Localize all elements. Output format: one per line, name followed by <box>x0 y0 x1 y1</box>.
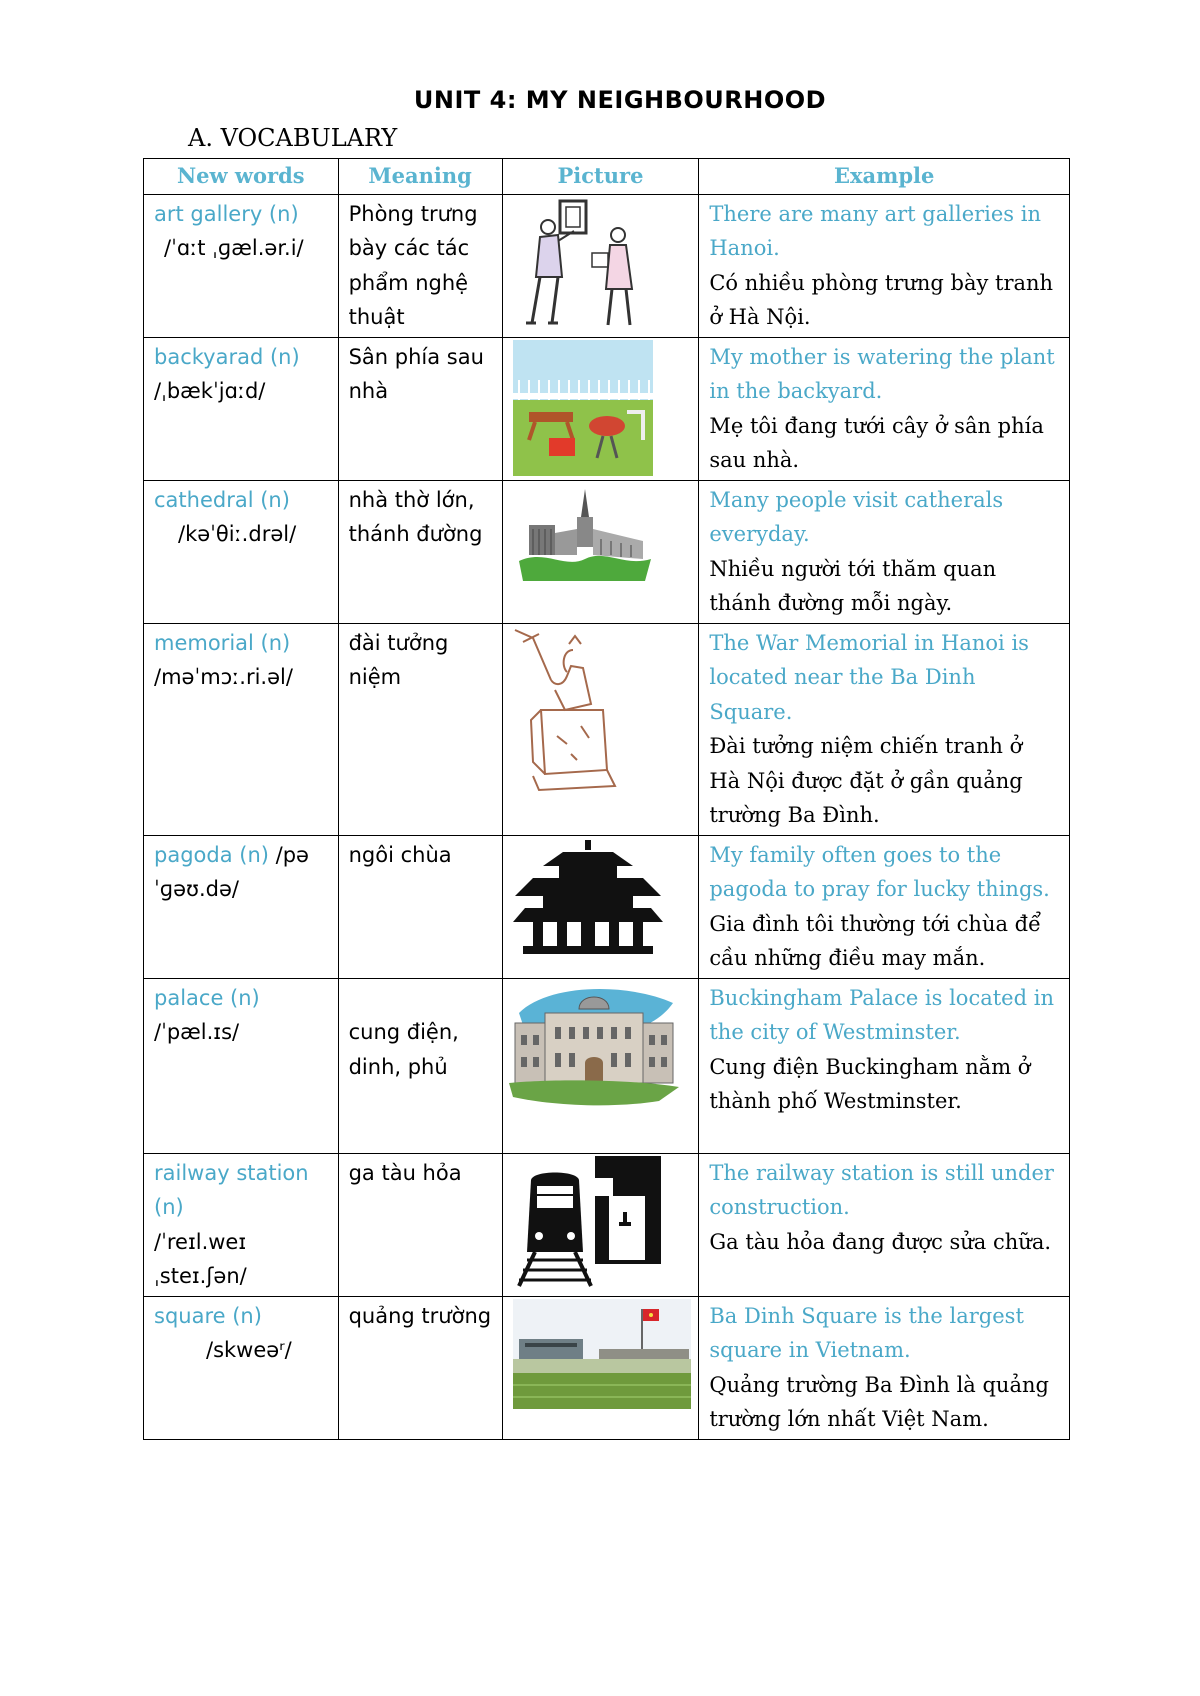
picture-cell <box>502 480 699 623</box>
word-ipa: /kəˈθiː.drəl/ <box>178 522 297 546</box>
table-row <box>144 835 1070 978</box>
example-cell <box>699 337 1070 480</box>
word-cell <box>144 1296 339 1439</box>
word-ipa: /ˈpæl.ɪs/ <box>154 1020 240 1044</box>
meaning-cell: Sân phía sau nhà <box>338 337 502 480</box>
art-gallery-icon <box>518 197 668 329</box>
picture-cell <box>502 1296 699 1439</box>
word-term: square (n) <box>154 1303 262 1328</box>
meaning-cell: đài tưởng niệm <box>338 623 502 835</box>
table-header-row <box>144 159 1070 195</box>
example-vietnamese: Quảng trường Ba Đình là quảng trường lớn nhất Việt Nam. <box>709 1372 1049 1431</box>
meaning-text: cung điện, dinh, phủ <box>348 1020 459 1079</box>
square-photo <box>513 1299 691 1409</box>
word-term: palace (n) <box>154 985 260 1010</box>
word-cell <box>144 194 339 337</box>
example-english: The War Memorial in Hanoi is located near the Ba Dinh Square. <box>709 630 1029 724</box>
railway-station-icon <box>513 1156 663 1292</box>
table-row <box>144 1296 1070 1439</box>
header-picture: Picture <box>502 159 699 195</box>
word-term: memorial (n) <box>154 630 291 655</box>
example-english: The railway station is still under construction. <box>709 1160 1054 1219</box>
word-cell <box>144 480 339 623</box>
meaning-cell <box>338 978 502 1153</box>
meaning-cell: ga tàu hỏa <box>338 1153 502 1296</box>
example-cell <box>699 480 1070 623</box>
word-ipa: /məˈmɔː.ri.əl/ <box>154 665 293 689</box>
example-vietnamese: Cung điện Buckingham nằm ở thành phố Westminster. <box>709 1054 1031 1113</box>
example-english: There are many art galleries in Hanoi. <box>709 201 1041 260</box>
header-meaning: Meaning <box>338 159 502 195</box>
picture-cell <box>502 337 699 480</box>
word-term: railway station (n) <box>154 1160 309 1219</box>
vocabulary-table <box>143 158 1070 1440</box>
example-cell <box>699 194 1070 337</box>
table-row <box>144 978 1070 1153</box>
word-ipa: /ˈɑːt ˌɡæl.ər.i/ <box>164 236 304 260</box>
picture-cell <box>502 835 699 978</box>
word-ipa: /pəˈɡəʊ.də/ <box>154 842 309 901</box>
example-english: Many people visit catherals everyday. <box>709 487 1004 546</box>
example-cell <box>699 1296 1070 1439</box>
cathedral-icon <box>515 489 655 589</box>
header-new-words: New words <box>144 159 339 195</box>
word-cell <box>144 835 339 978</box>
word-ipa: /ˌbækˈjɑːd/ <box>154 379 266 403</box>
meaning-cell: ngôi chùa <box>338 835 502 978</box>
palace-icon <box>509 983 679 1109</box>
word-cell <box>144 623 339 835</box>
example-vietnamese: Đài tưởng niệm chiến tranh ở Hà Nội được đặt ở gần quảng trường Ba Đình. <box>709 734 1023 827</box>
table-row <box>144 480 1070 623</box>
section-heading: A. VOCABULARY <box>188 124 398 152</box>
example-vietnamese: Gia đình tôi thường tới chùa để cầu những điều may mắn. <box>709 911 1042 970</box>
pagoda-icon <box>513 840 663 960</box>
example-cell <box>699 1153 1070 1296</box>
picture-cell <box>502 194 699 337</box>
word-term: cathedral (n) <box>154 487 290 512</box>
page-title: UNIT 4: MY NEIGHBOURHOOD <box>413 86 827 114</box>
table-row <box>144 623 1070 835</box>
example-english: Buckingham Palace is located in the city of Westminster. <box>709 985 1054 1044</box>
table-row <box>144 194 1070 337</box>
word-ipa: /ˈreɪl.weɪ ˌsteɪ.ʃən/ <box>154 1229 247 1288</box>
meaning-cell: nhà thờ lớn, thánh đường <box>338 480 502 623</box>
example-vietnamese: Có nhiều phòng trưng bày tranh ở Hà Nội. <box>709 270 1054 329</box>
example-cell <box>699 835 1070 978</box>
example-vietnamese: Nhiều người tới thăm quan thánh đường mỗi ngày. <box>709 556 997 615</box>
example-english: My mother is watering the plant in the backyard. <box>709 344 1055 403</box>
header-example: Example <box>699 159 1070 195</box>
word-cell <box>144 337 339 480</box>
example-english: My family often goes to the pagoda to pray for lucky things. <box>709 842 1050 901</box>
word-term: pagoda (n) <box>154 842 269 867</box>
word-ipa: /skweəʳ/ <box>206 1338 292 1362</box>
example-cell <box>699 978 1070 1153</box>
word-cell <box>144 978 339 1153</box>
backyard-icon <box>513 340 653 476</box>
word-cell <box>144 1153 339 1296</box>
meaning-cell: Phòng trưng bày các tác phẩm nghệ thuật <box>338 194 502 337</box>
word-term: backyarad (n) <box>154 344 300 369</box>
example-cell <box>699 623 1070 835</box>
example-vietnamese: Mẹ tôi đang tưới cây ở sân phía sau nhà. <box>709 413 1044 472</box>
picture-cell <box>502 978 699 1153</box>
meaning-cell: quảng trường <box>338 1296 502 1439</box>
example-english: Ba Dinh Square is the largest square in Vietnam. <box>709 1303 1024 1362</box>
picture-cell <box>502 1153 699 1296</box>
example-vietnamese: Ga tàu hỏa đang được sửa chữa. <box>709 1229 1052 1254</box>
table-row <box>144 337 1070 480</box>
memorial-statue-icon <box>511 626 631 796</box>
picture-cell <box>502 623 699 835</box>
word-term: art gallery (n) <box>154 201 299 226</box>
table-row <box>144 1153 1070 1296</box>
